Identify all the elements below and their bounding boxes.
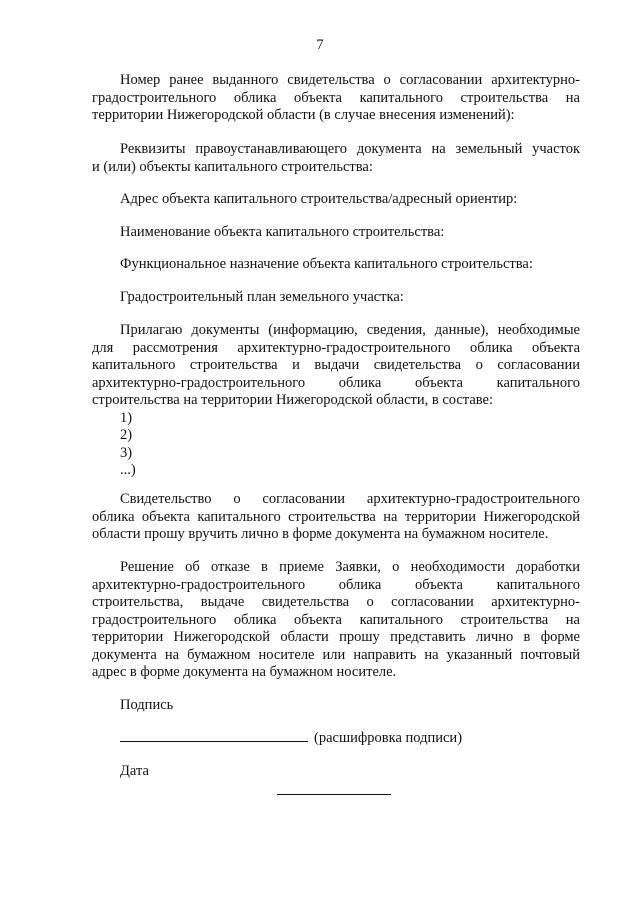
- function-label: Функциональное назначение объекта капитального строительства:: [120, 256, 533, 272]
- date-section: [92, 763, 580, 781]
- paragraph-line: адрес в форме документа на бумажном носителе.: [92, 664, 397, 680]
- paragraph-line: строительства, выдаче свидетельства о согласовании архитектурно-: [92, 594, 580, 610]
- signature-decoding-label: (расшифровка подписи): [314, 730, 463, 746]
- paragraph-line: для рассмотрения архитектурно-градостроительного облика объекта: [92, 339, 580, 356]
- gpzu-label: Градостроительный план земельного участка:: [120, 289, 404, 305]
- address-field: [92, 191, 580, 209]
- refusal-delivery-paragraph: [92, 559, 580, 682]
- paragraph-line: территории Нижегородской области прошу представить лично в форме: [92, 629, 580, 645]
- attachment-item: 1): [120, 409, 133, 426]
- paragraph-line: документа на бумажном носителе или направить на указанный почтовый: [92, 646, 580, 663]
- signature-label: Подпись: [120, 697, 174, 713]
- paragraph-line: Прилагаю документы (информацию, сведения, данные), необходимые: [120, 322, 580, 338]
- paragraph-line: капитального строительства и выдачи свидетельства о согласовании: [92, 357, 580, 373]
- object-name-label: Наименование объекта капитального строительства:: [120, 224, 445, 240]
- paragraph-line: градостроительного облика объекта капитального строительства на: [92, 89, 580, 106]
- paragraph-line: градостроительного облика объекта капитального строительства на: [92, 611, 580, 628]
- previous-certificate-paragraph: [92, 72, 580, 125]
- attachment-item: ...): [120, 462, 136, 478]
- paragraph-line: Реквизиты правоустанавливающего документа на земельный участок: [120, 141, 580, 157]
- paragraph-line: области прошу вручить лично в форме документа на бумажном носителе.: [92, 526, 549, 542]
- certificate-delivery-paragraph: [92, 491, 580, 544]
- attachment-item: 3): [120, 444, 133, 461]
- paragraph-line: и (или) объекты капитального строительства:: [92, 158, 373, 175]
- date-line: [277, 793, 391, 795]
- paragraph-line: облика объекта капитального строительства на территории Нижегородской: [92, 508, 580, 525]
- object-name-field: [92, 224, 580, 242]
- signature-section: [92, 697, 580, 715]
- paragraph-line: Решение об отказе в приеме Заявки, о необходимости доработки: [120, 559, 580, 575]
- function-field: [92, 256, 580, 274]
- page-number: 7: [316, 37, 324, 53]
- address-label: Адрес объекта капитального строительства/адресный ориентир:: [120, 191, 518, 207]
- title-documents-paragraph: [92, 141, 580, 176]
- gpzu-field: [92, 289, 580, 307]
- paragraph-line: архитектурно-градостроительного облика объекта капитального: [92, 576, 580, 593]
- paragraph-line: Номер ранее выданного свидетельства о согласовании архитектурно-: [120, 72, 580, 88]
- date-label: Дата: [120, 763, 149, 779]
- attachment-item: 2): [120, 427, 133, 443]
- signature-row: [92, 729, 580, 747]
- paragraph-line: территории Нижегородской области (в случае внесения изменений):: [92, 107, 515, 123]
- paragraph-line: архитектурно-градостроительного облика объекта капитального: [92, 374, 580, 391]
- attachments-paragraph: [92, 322, 580, 480]
- paragraph-line: Свидетельство о согласовании архитектурно-градостроительного: [120, 491, 580, 507]
- signature-line-row: [92, 729, 580, 747]
- paragraph-line: строительства на территории Нижегородской области, в составе:: [92, 392, 493, 408]
- signature-line: [120, 729, 308, 742]
